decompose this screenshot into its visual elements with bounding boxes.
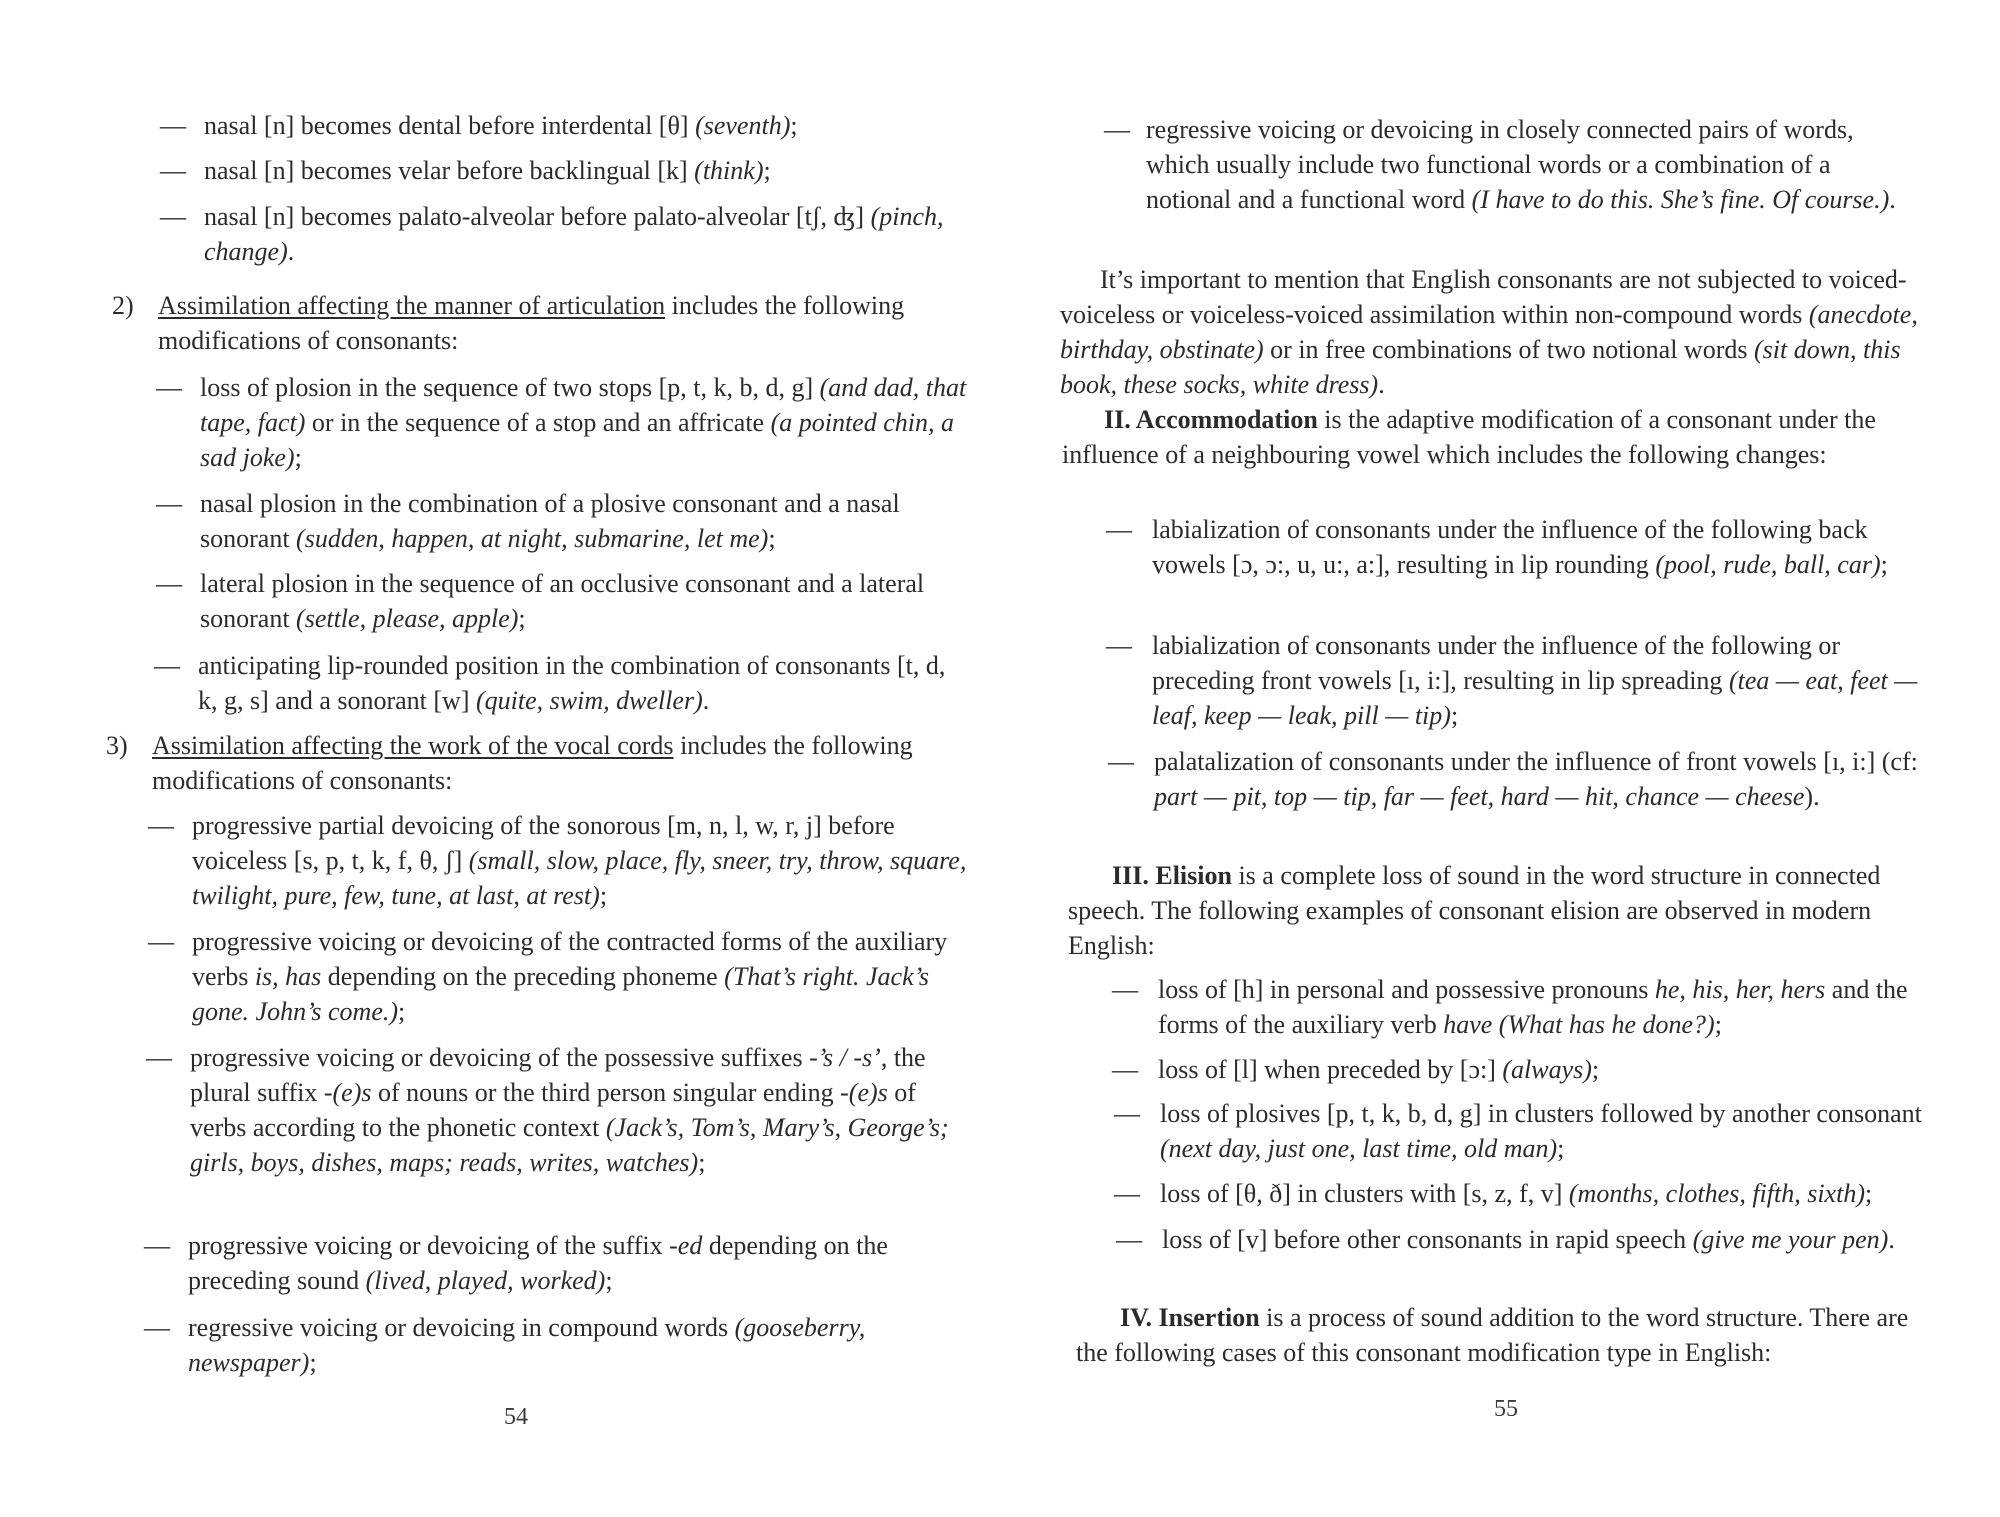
list-item: — nasal plosion in the combination of a plosive consonant and a nasal sonorant (sudden, happen, at night, submarine, let me); <box>156 486 968 556</box>
list-item: — anticipating lip-rounded position in the combination of consonants [t, d, k, g, s] and a sonorant [w] (quite, swim, dweller). <box>154 648 968 718</box>
list-item: — progressive voicing or devoicing of the possessive suffixes -’s / -s’, the plural suffix -(e)s of nouns or the third person singular ending -(e)s of verbs according to the phonetic context (Jack’s, Tom’s, Mary’s, George’s; girls, boys, dishes, maps; reads, writes, watches); <box>146 1040 968 1180</box>
list-item: — lateral plosion in the sequence of an occlusive consonant and a lateral sonorant (settle, please, apple); <box>156 566 968 636</box>
page-number: 54 <box>504 1404 528 1430</box>
list-item: — regressive voicing or devoicing in closely connected pairs of words, which usually include two functional words or a combination of a notional and a functional word (I have to do this. She’s fine. Of course.). <box>1104 112 1914 217</box>
accommodation-paragraph: II. Accommodation is the adaptive modification of a consonant under the influence of a neighbouring vowel which includes the following changes: <box>1062 405 1876 469</box>
dash: — <box>1108 747 1134 776</box>
dash: — <box>1104 115 1130 144</box>
section-title: Assimilation affecting the work of the vocal cords <box>152 731 674 760</box>
list-item: — nasal [n] becomes dental before interdental [θ] (seventh); <box>160 108 960 143</box>
section-title: Assimilation affecting the manner of articulation <box>158 291 666 320</box>
dash: — <box>1114 1179 1140 1208</box>
list-item: — labialization of consonants under the influence of the following or preceding front vowels [ı, i:], resulting in lip spreading (tea — eat, feet — leaf, keep — leak, pill — tip); <box>1106 628 1920 733</box>
section-2-heading: 2) Assimilation affecting the manner of articulation includes the following modifications of consonants: <box>112 288 972 358</box>
section-3-heading: 3) Assimilation affecting the work of the vocal cords includes the following modifications of consonants: <box>106 728 972 798</box>
dash: — <box>154 651 180 680</box>
list-item: — progressive voicing or devoicing of the suffix -ed depending on the preceding sound (lived, played, worked); <box>144 1228 968 1298</box>
list-item: — progressive partial devoicing of the sonorous [m, n, l, w, r, j] before voiceless [s, p, t, k, f, θ, ʃ] (small, slow, place, fly, sneer, try, throw, square, twilight, pure, few, tune, at last, at rest); <box>148 808 968 913</box>
list-item: — loss of [h] in personal and possessive pronouns he, his, her, hers and the forms of the auxiliary verb have (What has he done?); <box>1112 972 1926 1042</box>
dash: — <box>1106 515 1132 544</box>
list-item: — palatalization of consonants under the influence of front vowels [ı, i:] (cf: part — pit, top — tip, far — feet, hard — hit, chance — cheese). <box>1108 744 1920 814</box>
insertion-paragraph: IV. Insertion is a process of sound addition to the word structure. There are the following cases of this consonant modification type in English: <box>1076 1303 1909 1367</box>
list-item: — loss of [v] before other consonants in rapid speech (give me your pen). <box>1116 1222 1926 1257</box>
list-item: — nasal [n] becomes palato-alveolar before palato-alveolar [tʃ, ʤ] (pinch, change). <box>160 199 960 269</box>
dash: — <box>148 927 174 956</box>
list-item: — loss of [θ, ð] in clusters with [s, z, f, v] (months, clothes, fifth, sixth); <box>1114 1176 1926 1211</box>
dash: — <box>160 202 186 231</box>
dash: — <box>144 1313 170 1342</box>
list-item: — progressive voicing or devoicing of the contracted forms of the auxiliary verbs is, has depending on the preceding phoneme (That’s right. Jack’s gone. John’s come.); <box>148 924 968 1029</box>
section-heading: III. Elision <box>1112 861 1232 890</box>
paragraph: It’s important to mention that English consonants are not subjected to voiced-voiceless or voiceless-voiced assimilation within non-compound words (anecdote, birthday, obstinate) or in free combinations of two notional words (sit down, this book, these socks, white dress). <box>1060 265 1918 399</box>
section-number: 2) <box>112 291 134 320</box>
dash: — <box>1106 631 1132 660</box>
list-item: — loss of plosion in the sequence of two stops [p, t, k, b, d, g] (and dad, that tape, fact) or in the sequence of a stop and an affricate (a pointed chin, a sad joke); <box>156 370 968 475</box>
section-heading: IV. Insertion <box>1120 1303 1260 1332</box>
dash: — <box>156 489 182 518</box>
section-heading: II. Accommodation <box>1104 405 1318 434</box>
dash: — <box>160 156 186 185</box>
list-item: — regressive voicing or devoicing in compound words (gooseberry, newspaper); <box>144 1310 968 1380</box>
list-item: — loss of plosives [p, t, k, b, d, g] in clusters followed by another consonant (next day, just one, last time, old man); <box>1114 1096 1926 1166</box>
dash: — <box>1116 1225 1142 1254</box>
dash: — <box>156 373 182 402</box>
dash: — <box>1112 975 1138 1004</box>
elision-paragraph: III. Elision is a complete loss of sound in the word structure in connected speech. The following examples of consonant elision are observed in modern English: <box>1068 861 1881 960</box>
dash: — <box>146 1043 172 1072</box>
page-number: 55 <box>1494 1396 1518 1422</box>
list-item: — loss of [l] when preceded by [ɔ:] (always); <box>1112 1052 1926 1087</box>
dash: — <box>144 1231 170 1260</box>
dash: — <box>1112 1055 1138 1084</box>
list-item: — nasal [n] becomes velar before backlingual [k] (think); <box>160 153 960 188</box>
section-number: 3) <box>106 731 128 760</box>
dash: — <box>160 111 186 140</box>
dash: — <box>148 811 174 840</box>
dash: — <box>1114 1099 1140 1128</box>
list-item: — labialization of consonants under the influence of the following back vowels [ɔ, ɔ:, u, u:, a:], resulting in lip rounding (pool, rude, ball, car); <box>1106 512 1920 582</box>
dash: — <box>156 569 182 598</box>
